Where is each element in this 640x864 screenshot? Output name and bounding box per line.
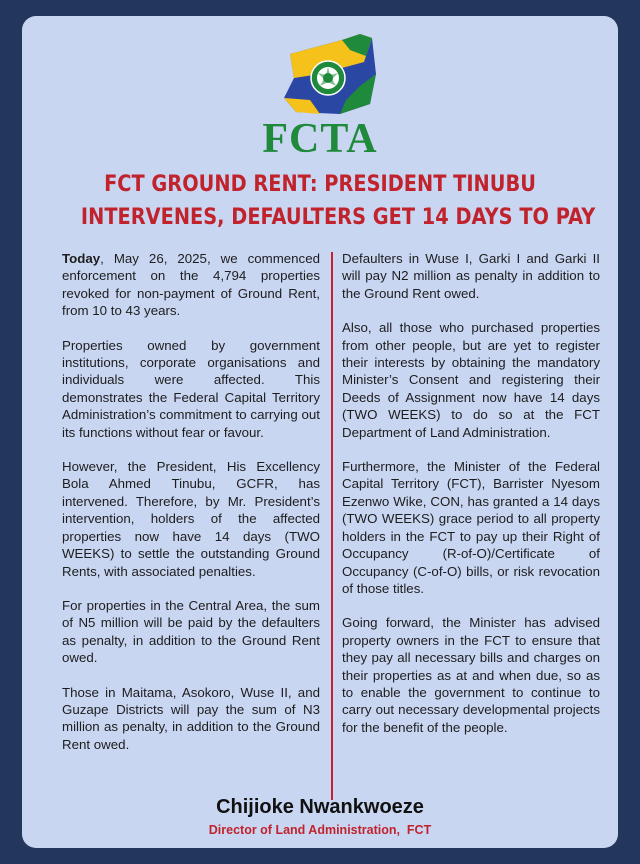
paragraph: For properties in the Central Area, the sum of N5 million will be paid by the defaulters as penalty, in addition to the Ground Rent owed. <box>62 597 320 666</box>
left-column <box>62 250 320 770</box>
paragraph <box>62 250 320 320</box>
headline-line-1: FCT GROUND RENT: PRESIDENT TINUBU <box>104 171 536 197</box>
paragraph: Going forward, the Minister has advised property owners in the FCT to ensure that they pay all necessary bills and charges on their properties as at and when due, so as to enable the government to continue to carry out necessary developmental projects for the benefit of the people. <box>342 615 600 735</box>
paragraph: Also, all those who purchased properties from other people, but are yet to register their interests by obtaining the mandatory Minister’s Consent and registering their Deeds of Assignment now have 14 days (TWO WEEKS) to do so at the FCT Department of Land Administration. <box>342 320 600 440</box>
press-release-card <box>22 16 618 848</box>
right-column <box>342 250 600 753</box>
fcta-map-emblem-icon <box>280 34 376 114</box>
paragraph: Defaulters in Wuse I, Garki I and Garki II will pay N2 million as penalty in addition to the Ground Rent owed. <box>342 251 600 301</box>
headline <box>80 168 596 234</box>
paragraph: However, the President, His Excellency Bola Ahmed Tinubu, GCFR, has intervened. Therefore, by Mr. President’s intervention, holders of the affected properties now have 14 days (TWO WEEKS) to settle the outstanding Ground Rents, with associated penalties. <box>62 459 320 579</box>
signatory-title: Director of Land Administration, FCT <box>208 823 432 837</box>
logo-wordmark: FCTA <box>262 116 378 162</box>
paragraph: Properties owned by government institutions, corporate organisations and individuals were affected. This demonstrates the Federal Capital Territory Administration’s commitment to carrying out its functions without fear or favour. <box>62 337 320 440</box>
column-divider <box>331 252 333 800</box>
signatory-name: Chijioke Nwankwoeze <box>216 796 424 818</box>
paragraph: Those in Maitama, Asokoro, Wuse II, and Guzape Districts will pay the sum of N3 million as penalty, in addition to the Ground Rent owed. <box>62 684 320 752</box>
paragraph-text: , May 26, 2025, we commenced enforcement on the 4,794 properties revoked for non-payment of Ground Rent, from 10 to 43 years. <box>62 251 320 319</box>
paragraph: Furthermore, the Minister of the Federal Capital Territory (FCT), Barrister Nyesom Ezenwo Wike, CON, has granted a 14 days (TWO WEEKS) grace period to all property holders in the FCT to pay up their Right of Occupancy (R-of-O)/Certificate of Occupancy (C-of-O) bills, or risk revocation of those titles. <box>342 459 600 596</box>
paragraph-lead: Today <box>62 251 101 266</box>
headline-line-2: INTERVENES, DEFAULTERS GET 14 DAYS TO PAY <box>80 204 596 230</box>
